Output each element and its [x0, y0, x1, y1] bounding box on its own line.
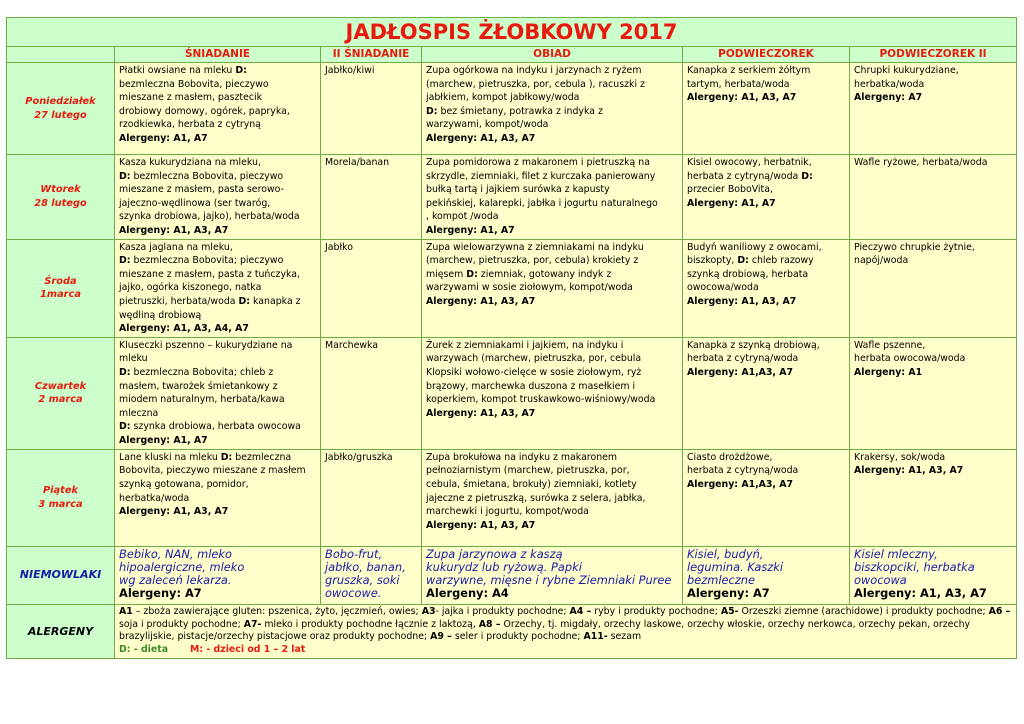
day-date: 28 lutego — [34, 197, 87, 209]
allergen-note: Alergeny: A1, A3, A7 — [854, 465, 964, 477]
allergen-note: Alergeny: A1, A3, A7 — [854, 586, 987, 601]
meal-podwieczorek-ii: Wafle ryżowe, herbata/woda — [850, 155, 1017, 240]
allergen-note: Alergeny: A1, A7 — [687, 197, 776, 209]
day-date: 3 marca — [38, 498, 83, 510]
meal-podwieczorek: Ciasto drożdżowe, herbata z cytryną/woda Alergeny: A1,A3, A7 — [683, 449, 850, 546]
day-name: Środa — [44, 275, 77, 287]
allergen-note: Alergeny: A7 — [854, 92, 923, 104]
page-title: JADŁOSPIS ŻŁOBKOWY 2017 — [7, 18, 1017, 47]
allergen-note: Alergeny: A1, A7 — [119, 434, 208, 446]
allergen-note: Alergeny: A1,A3, A7 — [687, 366, 794, 378]
meal-ii-sniadanie: Morela/banan — [321, 155, 422, 240]
header-podwieczorek: PODWIECZOREK — [683, 47, 850, 63]
header-row — [7, 47, 1017, 63]
day-date: 1marca — [40, 289, 81, 301]
infant-obiad: Zupa jarzynowa z kaszą kukurydz lub ryżową. Papki warzywne, mięsne i rybne Ziemniaki Puree Alergeny: A4 — [422, 546, 683, 604]
day-date: 2 marca — [38, 394, 83, 406]
allergen-note: Alergeny: A1,A3, A7 — [687, 478, 794, 490]
table-row — [7, 155, 1017, 240]
day-name: Wtorek — [40, 184, 81, 196]
day-cell — [7, 155, 115, 240]
meal-obiad: Żurek z ziemniakami i jajkiem, na indyku i warzywach (marchew, pietruszka, por, cebula Klopsiki wołowo-cielęce w sosie ziołowym, ryż brązowy, marchewka duszona z masełkiem i koperkiem, kompot truskawkowo-wiśniowy/woda Alergeny: A1, A3, A7 — [422, 337, 683, 449]
allergen-note: Alergeny: A1, A3, A7 — [426, 407, 536, 419]
day-date: 27 lutego — [34, 109, 87, 121]
meal-podwieczorek-ii: Pieczywo chrupkie żytnie, napój/woda — [850, 239, 1017, 337]
day-cell — [7, 63, 115, 155]
allergens-row — [7, 604, 1017, 658]
meal-podwieczorek: Kisiel owocowy, herbatnik, herbata z cytryną/woda D: przecier BoboVita, Alergeny: A1, A7 — [683, 155, 850, 240]
meal-podwieczorek-ii: Wafle pszenne, herbata owocowa/woda Alergeny: A1 — [850, 337, 1017, 449]
infant-ii-sniadanie: Bobo-frut, jabłko, banan, gruszka, soki owocowe. — [321, 546, 422, 604]
allergen-note: Alergeny: A1, A7 — [119, 132, 208, 144]
header-ii-sniadanie: II ŚNIADANIE — [321, 47, 422, 63]
table-row — [7, 337, 1017, 449]
meal-sniadanie: Płatki owsiane na mleku D: bezmleczna Bobovita, pieczywo mieszane z masłem, pasztecik drobiowy domowy, ogórek, papryka, rzodkiewka, herbata z cytryną Alergeny: A1, A7 — [115, 63, 321, 155]
meal-sniadanie: Kasza kukurydziana na mleku, D: bezmleczna Bobovita, pieczywo mieszane z masłem, pasta serowo- jajeczno-wędlinowa (ser twaróg, szynka drobiowa, jajko), herbata/woda Alergeny: A1, A3, A7 — [115, 155, 321, 240]
table-row — [7, 63, 1017, 155]
allergen-note: Alergeny: A1, A3, A4, A7 — [119, 323, 249, 335]
meal-sniadanie: Kasza jaglana na mleku, D: bezmleczna Bobovita; pieczywo mieszane z masłem, pasta z tuńczyka, jajko, ogórka kiszonego, natka pietruszki, herbata/woda D: kanapka z wędliną drobiową Alergeny: A1, A3, A4, A7 — [115, 239, 321, 337]
age-legend: M: - dzieci od 1 – 2 lat — [190, 644, 306, 656]
meal-ii-sniadanie: Marchewka — [321, 337, 422, 449]
meal-ii-sniadanie: Jabłko/gruszka — [321, 449, 422, 546]
meal-podwieczorek-ii: Krakersy, sok/woda Alergeny: A1, A3, A7 — [850, 449, 1017, 546]
diet-legend: D: - dieta — [119, 644, 169, 656]
header-sniadanie: ŚNIADANIE — [115, 47, 321, 63]
allergen-note: Alergeny: A7 — [687, 586, 770, 601]
allergens-label: ALERGENY — [7, 604, 115, 658]
allergen-note: Alergeny: A1, A3, A7 — [687, 295, 797, 307]
allergen-note: Alergeny: A1, A3, A7 — [687, 92, 797, 104]
allergens-legend: A1 – zboża zawierające gluten: pszenica, żyto, jęczmień, owies; A3- jajka i produkty pochodne; A4 – ryby i produkty pochodne; A5- Orzeszki ziemne (arachidowe) i produkty pochodne; A6 – soja i produkty pochodne; A7- mleko i produkty pochodne łącznie z laktozą, A8 – Orzechy, tj. migdały, orzechy laskowe, orzechy włoskie, orzechy nerkowca, orzechy pekan, orzechy brazylijskie, pistacje/orzechy pistacjowe oraz produkty pochodne; A9 – seler i produkty pochodne; A11- sezam D: - dieta M: - dzieci od 1 – 2 lat — [115, 604, 1017, 658]
meal-podwieczorek: Kanapka z serkiem żółtym tartym, herbata/woda Alergeny: A1, A3, A7 — [683, 63, 850, 155]
allergen-note: Alergeny: A1, A3, A7 — [426, 295, 536, 307]
meal-podwieczorek: Kanapka z szynką drobiową, herbata z cytryną/woda Alergeny: A1,A3, A7 — [683, 337, 850, 449]
allergen-note: Alergeny: A1, A3, A7 — [426, 132, 536, 144]
allergen-note: Alergeny: A4 — [426, 586, 509, 601]
infant-sniadanie: Bebiko, NAN, mleko hipoalergiczne, mleko wg zaleceń lekarza. Alergeny: A7 — [115, 546, 321, 604]
meal-obiad: Zupa ogórkowa na indyku i jarzynach z ryżem (marchew, pietruszka, por, cebula ), racuszki z jabłkiem, kompot jabłkowy/woda D: bez śmietany, potrawka z indyka z warzywami, kompot/woda Alergeny: A1, A3, A7 — [422, 63, 683, 155]
allergen-note: Alergeny: A1, A7 — [426, 224, 515, 236]
infant-podwieczorek-ii: Kisiel mleczny, biszkopciki, herbatka owocowa Alergeny: A1, A3, A7 — [850, 546, 1017, 604]
table-row — [7, 239, 1017, 337]
allergen-note: Alergeny: A1, A3, A7 — [119, 506, 229, 518]
day-name: Czwartek — [34, 380, 87, 392]
header-obiad: OBIAD — [422, 47, 683, 63]
day-cell — [7, 239, 115, 337]
allergen-note: Alergeny: A1 — [854, 366, 923, 378]
allergen-note: Alergeny: A1, A3, A7 — [426, 519, 536, 531]
allergen-note: Alergeny: A1, A3, A7 — [119, 224, 229, 236]
header-podwieczorek-ii: PODWIECZOREK II — [850, 47, 1017, 63]
meal-podwieczorek-ii: Chrupki kukurydziane, herbatka/woda Alergeny: A7 — [850, 63, 1017, 155]
meal-obiad: Zupa wielowarzywna z ziemniakami na indyku (marchew, pietruszka, por, cebula) krokiety z mięsem D: ziemniak, gotowany indyk z warzywami w sosie ziołowym, kompot/woda Alergeny: A1, A3, A7 — [422, 239, 683, 337]
menu-table — [6, 17, 1017, 659]
meal-obiad: Zupa pomidorowa z makaronem i pietruszką na skrzydle, ziemniaki, filet z kurczaka panierowany bułką tartą i jajkiem surówka z kapusty pekińskiej, kalarepki, jabłka i jogurtu naturalnego , kompot /woda Alergeny: A1, A7 — [422, 155, 683, 240]
infant-podwieczorek: Kisiel, budyń, legumina. Kaszki bezmleczne Alergeny: A7 — [683, 546, 850, 604]
meal-podwieczorek: Budyń waniliowy z owocami, biszkopty, D: chleb razowy szynką drobiową, herbata owocowa/woda Alergeny: A1, A3, A7 — [683, 239, 850, 337]
infants-row — [7, 546, 1017, 604]
day-name: Piątek — [43, 485, 78, 497]
day-name: Poniedziałek — [25, 96, 96, 107]
allergen-note: Alergeny: A7 — [119, 586, 202, 601]
meal-ii-sniadanie: Jabłko/kiwi — [321, 63, 422, 155]
table-row — [7, 449, 1017, 546]
day-cell — [7, 449, 115, 546]
meal-sniadanie: Lane kluski na mleku D: bezmleczna Bobovita, pieczywo mieszane z masłem szynką gotowana, pomidor, herbatka/woda Alergeny: A1, A3, A7 — [115, 449, 321, 546]
infants-label: NIEMOWLAKI — [7, 546, 115, 604]
meal-ii-sniadanie: Jabłko — [321, 239, 422, 337]
header-corner — [7, 47, 115, 63]
day-cell — [7, 337, 115, 449]
meal-obiad: Zupa brokułowa na indyku z makaronem pełnoziarnistym (marchew, pietruszka, por, cebula, śmietana, brokuły) ziemniaki, kotlety jajeczne z pietruszką, surówka z selera, jabłka, marchewki i jogurtu, kompot/woda Alergeny: A1, A3, A7 — [422, 449, 683, 546]
meal-sniadanie: Kluseczki pszenno – kukurydziane na mleku D: bezmleczna Bobovita; chleb z masłem, twarożek śmietankowy z miodem naturalnym, herbata/kawa mleczna D: szynka drobiowa, herbata owocowa Alergeny: A1, A7 — [115, 337, 321, 449]
